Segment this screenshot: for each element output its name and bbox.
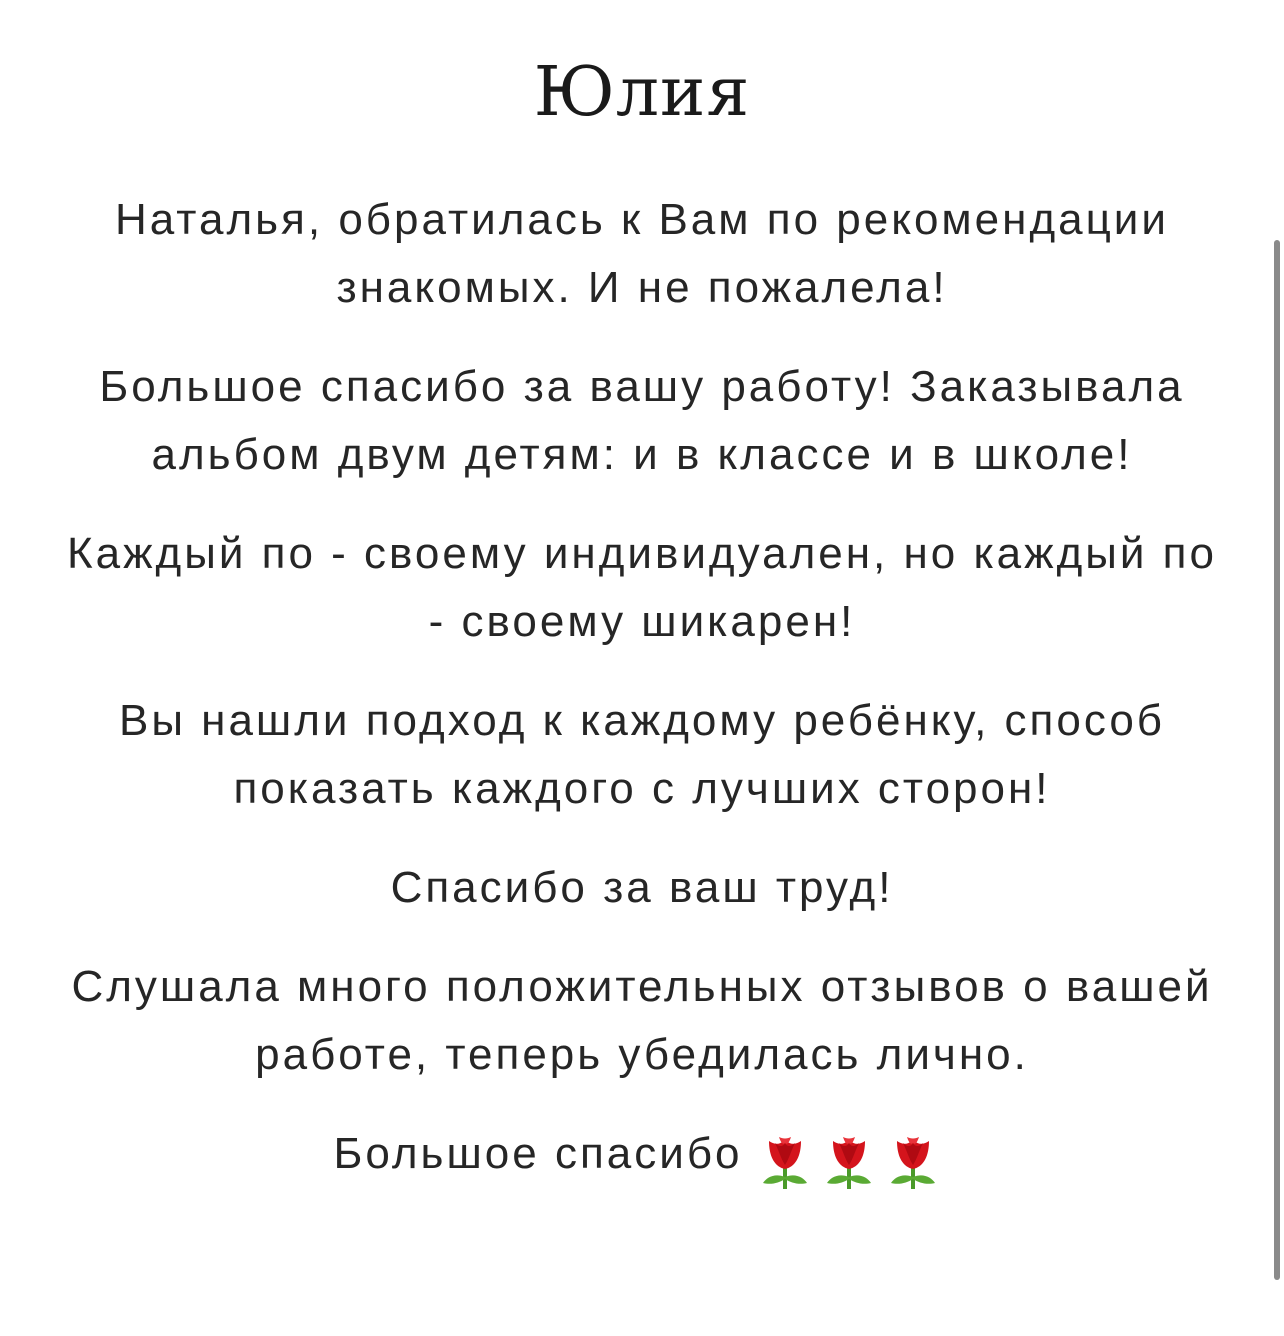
- review-author: Юлия: [533, 53, 751, 132]
- review-closing-line: [60, 1120, 1224, 1194]
- review-paragraph: Вы нашли подход к каждому ребёнку, способ показать каждого с лучших сторон!: [118, 696, 1166, 813]
- review-closing-text: Большое спасибо: [333, 1129, 743, 1178]
- review-paragraph: Каждый по - своему индивидуален, но каждый по - своему шикарен!: [67, 529, 1217, 646]
- scrollbar-thumb[interactable]: [1274, 240, 1280, 1280]
- rose-icon: [823, 1133, 875, 1191]
- rose-icon: [759, 1133, 811, 1191]
- review-paragraph: Слушала много положительных отзывов о вашей работе, теперь убедилась лично.: [71, 962, 1213, 1079]
- roses-group: [759, 1126, 951, 1194]
- rose-icon: [887, 1133, 939, 1191]
- review-paragraph: Спасибо за ваш труд!: [390, 863, 894, 912]
- review-paragraph: Наталья, обратилась к Вам по рекомендации знакомых. И не пожалела!: [115, 195, 1169, 312]
- scrollbar[interactable]: [1270, 240, 1284, 1280]
- review-paragraph: Большое спасибо за вашу работу! Заказывала альбом двум детям: и в классе и в школе!: [99, 362, 1185, 479]
- review-body: [60, 186, 1224, 1225]
